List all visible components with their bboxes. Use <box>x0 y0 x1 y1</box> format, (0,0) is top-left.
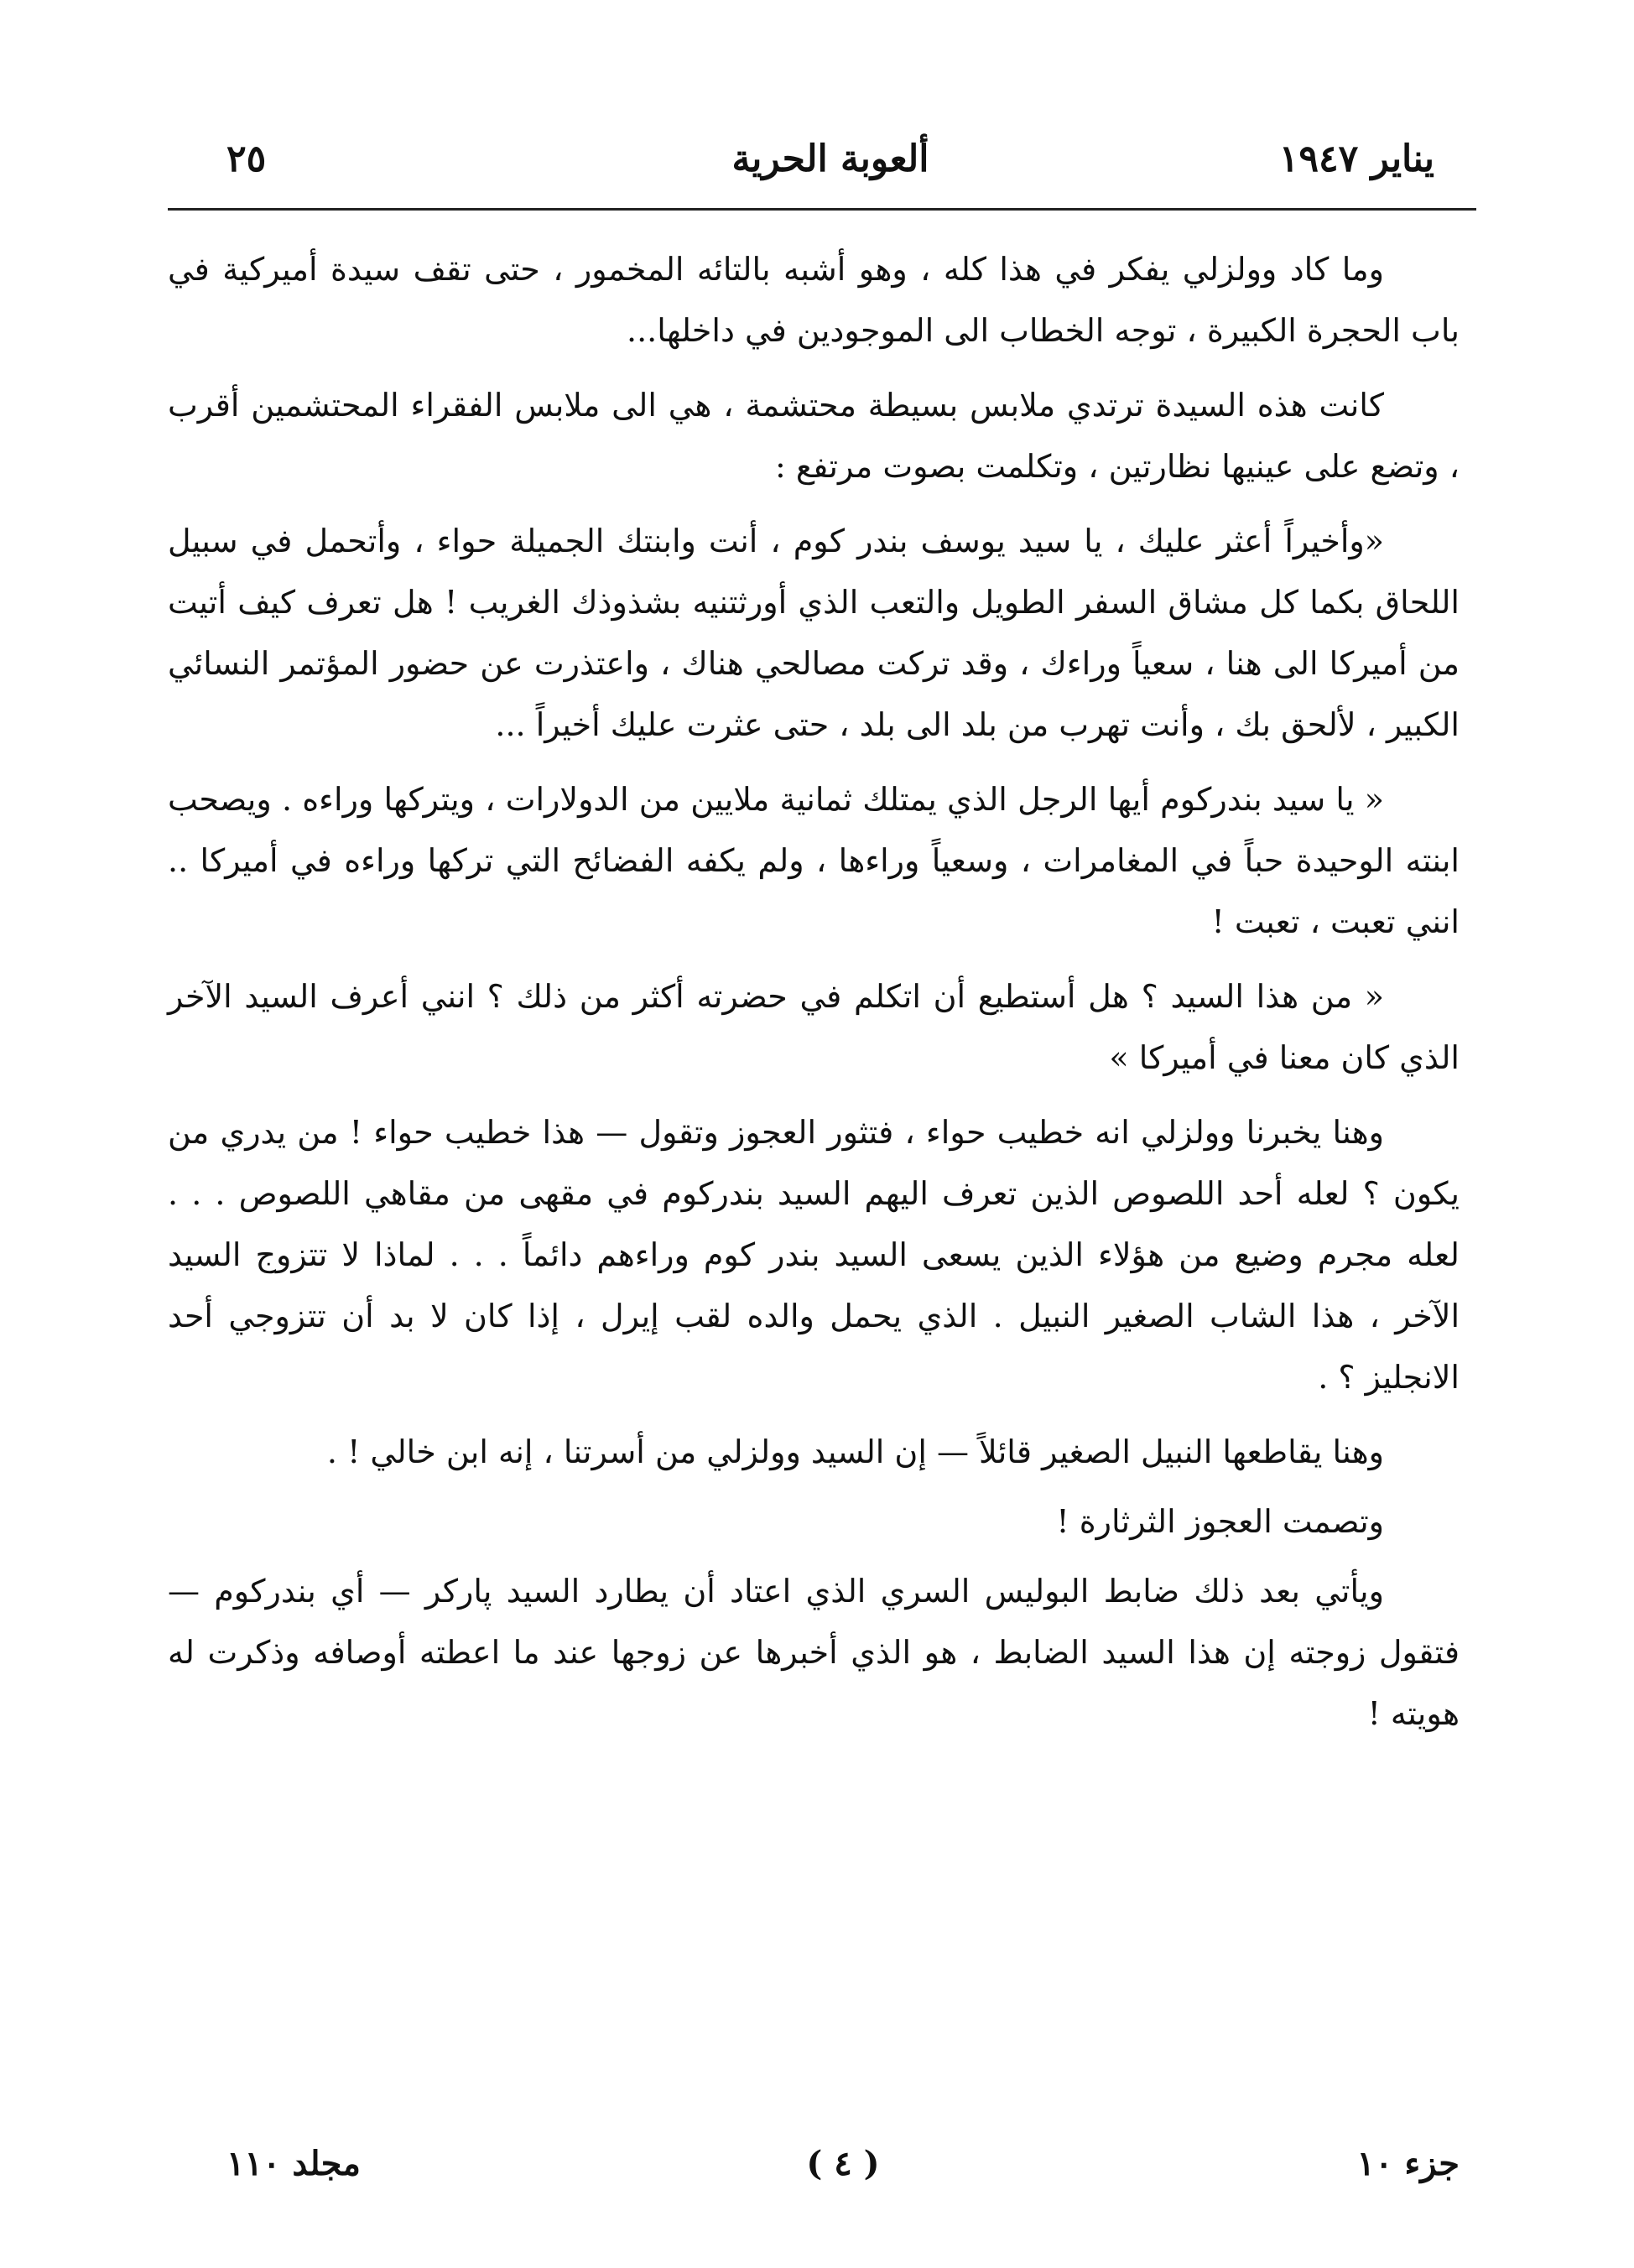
paragraph-3: «وأخيراً أعثر عليك ، يا سيد يوسف بندر كوم ، أنت وابنتك الجميلة حواء ، وأتحمل في سبيل اللحاق بكما كل مشاق السفر الطويل والتعب الذي أورثتنيه بشذوذك الغريب ! هل تعرف كيف أتيت من أميركا الى هنا ، سعياً وراءك ، وقد تركت مصالحي هناك ، واعتذرت عن حضور المؤتمر النسائي الكبير ، لألحق بك ، وأنت تهرب من بلد الى بلد ، حتى عثرت عليك أخيراً ... <box>168 523 1460 743</box>
paragraph-2: كانت هذه السيدة ترتدي ملابس بسيطة محتشمة ، هي الى ملابس الفقراء المحتشمين أقرب ، وتضع على عينيها نظارتين ، وتكلمت بصوت مرتفع : <box>168 387 1460 485</box>
footer-signature: ( ٤ ) <box>806 2144 880 2183</box>
paragraph-8: وتصمت العجوز الثرثارة ! <box>1056 1503 1384 1540</box>
page-footer <box>226 2130 1460 2198</box>
footer-part: جزء ١٠ <box>1356 2144 1460 2183</box>
running-header <box>226 126 1434 193</box>
article-body <box>168 239 1460 2118</box>
header-title: ألعوبة الحرية <box>731 138 929 180</box>
paragraph-5: « من هذا السيد ؟ هل أستطيع أن اتكلم في حضرته أكثر من ذلك ؟ انني أعرف السيد الآخر الذي كان معنا في أميركا » <box>168 978 1460 1076</box>
footer-volume: مجلد ١١٠ <box>226 2144 361 2183</box>
page-number: ٢٥ <box>226 138 267 180</box>
paragraph-9: ويأتي بعد ذلك ضابط البوليس السري الذي اعتاد أن يطارد السيد پاركر — أي بندركوم — فتقول زوجته إن هذا السيد الضابط ، هو الذي أخبرها عن زوجها عند ما اعطته أوصافه وذكرت له هويته ! <box>168 1573 1460 1732</box>
paragraph-6: وهنا يخبرنا وولزلي انه خطيب حواء ، فتثور العجوز وتقول — هذا خطيب حواء ! من يدري من يكون ؟ لعله أحد اللصوص الذين تعرف اليهم السيد بندركوم في مقهى من مقاهي اللصوص . . . لعله مجرم وضيع من هؤلاء الذين يسعى السيد بندر كوم وراءهم دائماً . . . لماذا لا تتزوج السيد الآخر ، هذا الشاب الصغير النبيل . الذي يحمل والده لقب إيرل ، إذا كان لا بد أن تتزوجي أحد الانجليز ؟ . <box>168 1114 1460 1396</box>
header-date: يناير ١٩٤٧ <box>1278 138 1434 180</box>
paragraph-7: وهنا يقاطعها النبيل الصغير قائلاً — إن السيد وولزلي من أسرتنا ، إنه ابن خالي ! . <box>326 1433 1384 1470</box>
paragraph-1: وما كاد وولزلي يفكر في هذا كله ، وهو أشبه بالتائه المخمور ، حتى تقف سيدة أميركية في باب الحجرة الكبيرة ، توجه الخطاب الى الموجودين في داخلها... <box>168 251 1460 349</box>
header-rule <box>168 208 1476 211</box>
paragraph-4: « يا سيد بندركوم أيها الرجل الذي يمتلك ثمانية ملايين من الدولارات ، ويتركها وراءه . ويصحب ابنته الوحيدة حباً في المغامرات ، وسعياً وراءها ، ولم يكفه الفضائح التي تركها وراءه في أميركا .. انني تعبت ، تعبت ! <box>168 781 1460 940</box>
